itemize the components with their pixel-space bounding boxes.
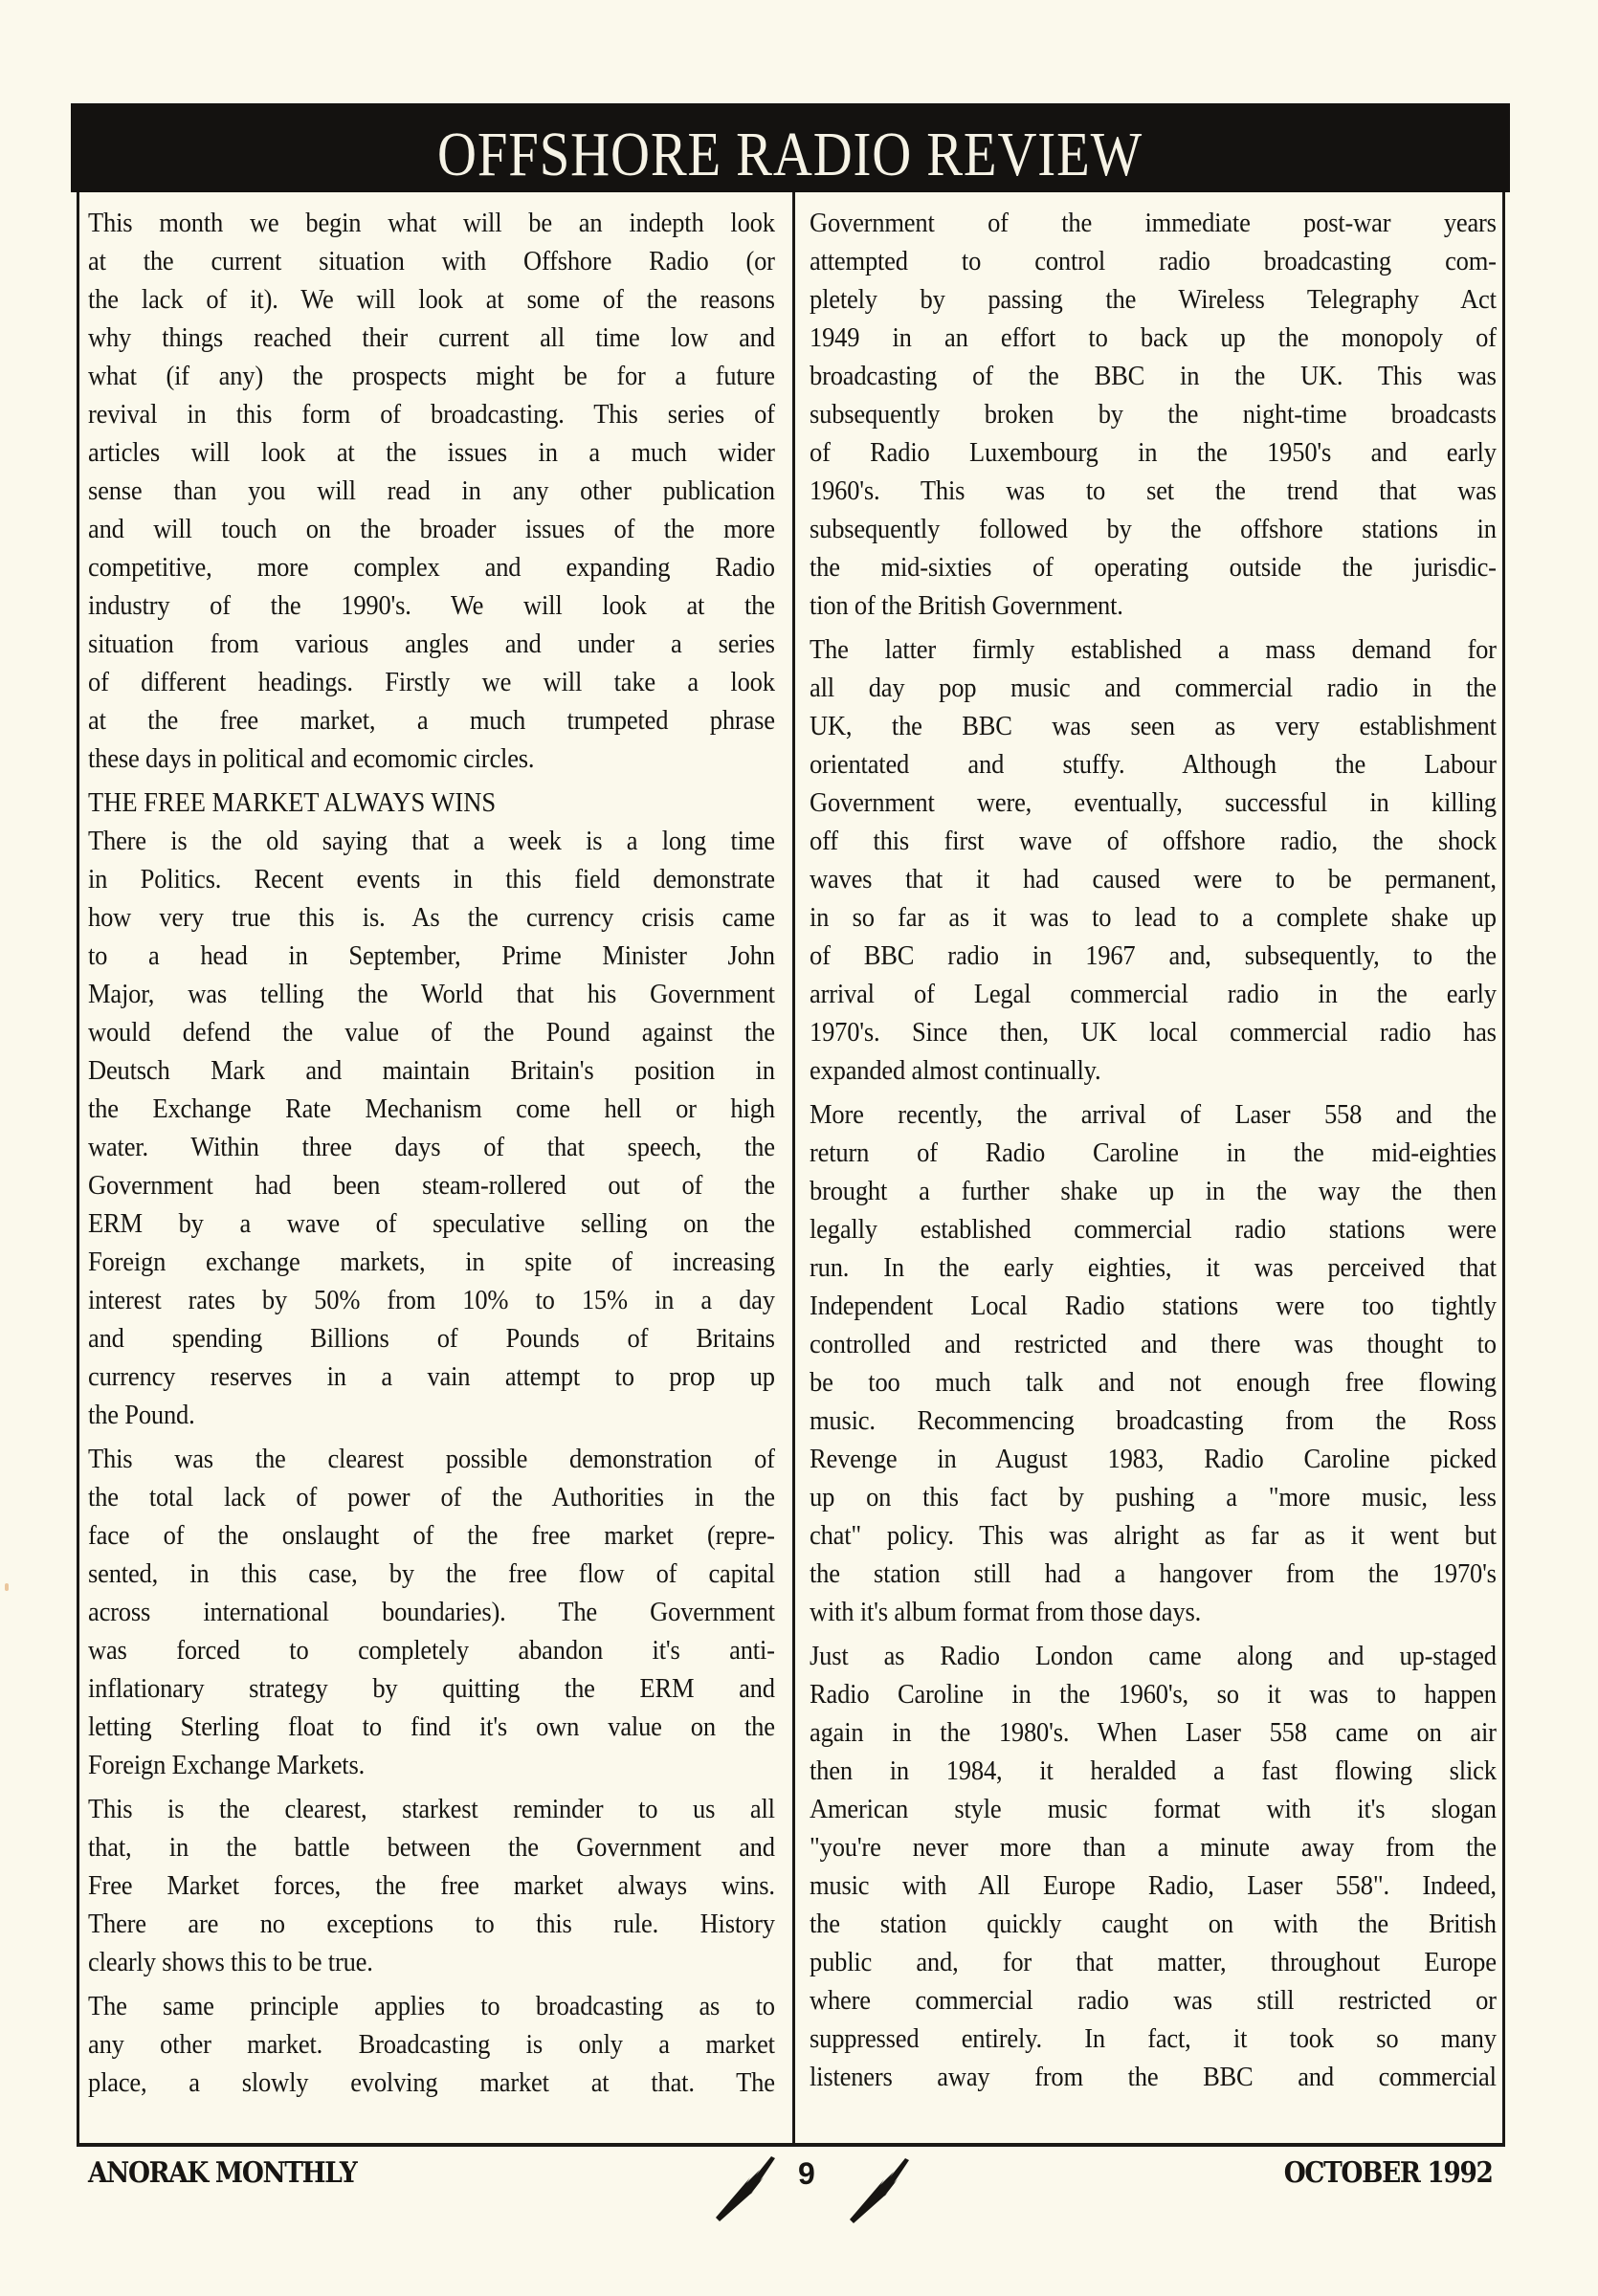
text-line: at the free market, a much trumpeted phrase	[88, 706, 775, 736]
text-line: currency reserves in a vain attempt to prop up	[88, 1362, 775, 1392]
section-title: OFFSHORE RADIO REVIEW	[437, 119, 1143, 189]
text-line: return of Radio Caroline in the mid-eighties	[810, 1138, 1497, 1168]
text-line: any other market. Broadcasting is only a market	[88, 2030, 775, 2060]
publication-name: ANORAK MONTHLY	[88, 2156, 357, 2190]
text-line: up on this fact by pushing a "more music, less	[810, 1483, 1497, 1512]
text-line: Government of the immediate post-war years	[810, 209, 1497, 238]
text-line: was forced to completely abandon it's anti-	[88, 1636, 775, 1666]
text-line: The latter firmly established a mass demand for	[810, 635, 1497, 665]
text-line: the Pound.	[88, 1401, 195, 1430]
text-line: American style music format with it's slogan	[810, 1795, 1497, 1824]
text-line: suppressed entirely. In fact, it took so many	[810, 2024, 1497, 2054]
text-line: across international boundaries). The Government	[88, 1598, 775, 1627]
column-divider	[792, 192, 795, 2147]
right-column	[810, 205, 1497, 2103]
text-line: subsequently followed by the offshore stations in	[810, 515, 1497, 544]
text-line: revival in this form of broadcasting. This series of	[88, 400, 775, 430]
text-line: where commercial radio was still restricted or	[810, 1986, 1497, 2016]
text-line: Radio Caroline in the 1960's, so it was to happen	[810, 1680, 1497, 1710]
text-line: broadcasting of the BBC in the UK. This was	[810, 362, 1497, 391]
text-line: how very true this is. As the currency crisis came	[88, 903, 775, 933]
text-line: situation from various angles and under a series	[88, 629, 775, 659]
text-line: Just as Radio London came along and up-staged	[810, 1642, 1497, 1671]
page-footer	[71, 2154, 1510, 2212]
page-number: 9	[798, 2156, 815, 2191]
text-line: of BBC radio in 1967 and, subsequently, to the	[810, 941, 1497, 971]
text-line: then in 1984, it heralded a fast flowing slick	[810, 1756, 1497, 1786]
paragraph	[88, 823, 775, 1435]
paragraph	[810, 631, 1497, 1091]
text-line: with it's album format from those days.	[810, 1598, 1202, 1627]
text-line: Revenge in August 1983, Radio Caroline picked	[810, 1445, 1497, 1474]
text-line: what (if any) the prospects might be for a future	[88, 362, 775, 391]
text-line: place, a slowly evolving market at that. The	[88, 2068, 775, 2098]
text-line: tion of the British Government.	[810, 591, 1123, 621]
paragraph	[88, 1441, 775, 1785]
text-line: controlled and restricted and there was thought to	[810, 1330, 1497, 1359]
text-line: music with All Europe Radio, Laser 558". Indeed,	[810, 1871, 1497, 1901]
text-line: orientated and stuffy. Although the Labour	[810, 750, 1497, 780]
text-line: Government had been steam-rollered out of the	[88, 1171, 775, 1201]
text-line: of Radio Luxembourg in the 1950's and early	[810, 438, 1497, 468]
text-line: be too much talk and not enough free flowing	[810, 1368, 1497, 1398]
masthead-banner	[71, 103, 1510, 192]
paragraph	[810, 1096, 1497, 1632]
text-line: legally established commercial radio stations were	[810, 1215, 1497, 1245]
text-line: Government were, eventually, successful in killing	[810, 788, 1497, 818]
left-column	[88, 205, 775, 2108]
text-line: This month we begin what will be an indepth look	[88, 209, 775, 238]
text-line: the Exchange Rate Mechanism come hell or high	[88, 1094, 775, 1124]
text-line: letting Sterling float to find it's own value on the	[88, 1712, 775, 1742]
text-line: This was the clearest possible demonstration of	[88, 1445, 775, 1474]
text-line: Foreign Exchange Markets.	[88, 1751, 366, 1780]
text-line: and will touch on the broader issues of the more	[88, 515, 775, 544]
text-line: industry of the 1990's. We will look at the	[88, 591, 775, 621]
text-line: the mid-sixties of operating outside the jurisdic-	[810, 553, 1497, 583]
issue-date: OCTOBER 1992	[1284, 2156, 1493, 2190]
text-line: arrival of Legal commercial radio in the early	[810, 980, 1497, 1009]
text-line: subsequently broken by the night-time broadcasts	[810, 400, 1497, 430]
paragraph	[88, 205, 775, 779]
text-line: Free Market forces, the free market always wins.	[88, 1871, 775, 1901]
text-line: inflationary strategy by quitting the ERM and	[88, 1674, 775, 1704]
text-line: that, in the battle between the Government and	[88, 1833, 775, 1863]
text-line: 1949 in an effort to back up the monopoly of	[810, 323, 1497, 353]
text-line: pletely by passing the Wireless Telegraphy Act	[810, 285, 1497, 315]
text-line: music. Recommencing broadcasting from the Ross	[810, 1406, 1497, 1436]
text-line: water. Within three days of that speech, the	[88, 1133, 775, 1162]
text-line: the lack of it). We will look at some of the reasons	[88, 285, 775, 315]
text-line: expanded almost continually.	[810, 1056, 1101, 1086]
text-line: in so far as it was to lead to a complete shake up	[810, 903, 1497, 933]
paragraph	[810, 205, 1497, 626]
text-line: articles will look at the issues in a much wider	[88, 438, 775, 468]
text-line: More recently, the arrival of Laser 558 and the	[810, 1100, 1497, 1130]
body-paragraphs	[88, 823, 775, 2103]
text-line: ERM by a wave of speculative selling on the	[88, 1209, 775, 1239]
lightning-bolt-icon	[846, 2151, 913, 2223]
text-line: the station still had a hangover from the 1970's	[810, 1559, 1497, 1589]
text-line: 1970's. Since then, UK local commercial radio has	[810, 1018, 1497, 1048]
text-line: UK, the BBC was seen as very establishment	[810, 712, 1497, 741]
text-line: and spending Billions of Pounds of Britains	[88, 1324, 775, 1354]
page-number-group	[693, 2154, 942, 2231]
text-line: to a head in September, Prime Minister John	[88, 941, 775, 971]
text-line: interest rates by 50% from 10% to 15% in a day	[88, 1286, 775, 1315]
text-line: all day pop music and commercial radio in the	[810, 673, 1497, 703]
text-line: would defend the value of the Pound against the	[88, 1018, 775, 1048]
body-paragraphs	[810, 205, 1497, 2097]
paragraph	[88, 1988, 775, 2103]
text-line: 1960's. This was to set the trend that was	[810, 476, 1497, 506]
text-line: "you're never more than a minute away from the	[810, 1833, 1497, 1863]
text-line: Independent Local Radio stations were too tightly	[810, 1292, 1497, 1321]
text-line: Foreign exchange markets, in spite of increasing	[88, 1247, 775, 1277]
lightning-bolt-icon	[712, 2151, 779, 2223]
text-line: the total lack of power of the Authorities in the	[88, 1483, 775, 1512]
text-line: competitive, more complex and expanding Radio	[88, 553, 775, 583]
text-line: sense than you will read in any other publication	[88, 476, 775, 506]
text-line: chat" policy. This was alright as far as it went but	[810, 1521, 1497, 1551]
text-line: in Politics. Recent events in this field demonstrate	[88, 865, 775, 894]
text-line: the station quickly caught on with the British	[810, 1910, 1497, 1939]
paper-blemish	[5, 1583, 9, 1591]
text-line: attempted to control radio broadcasting com-	[810, 247, 1497, 276]
text-line: There are no exceptions to this rule. History	[88, 1910, 775, 1939]
text-line: waves that it had caused were to be permanent,	[810, 865, 1497, 894]
intro-paragraphs	[88, 205, 775, 779]
text-line: Major, was telling the World that his Government	[88, 980, 775, 1009]
text-line: There is the old saying that a week is a long time	[88, 827, 775, 856]
text-line: public and, for that matter, throughout Europe	[810, 1948, 1497, 1977]
text-line: again in the 1980's. When Laser 558 came on air	[810, 1718, 1497, 1748]
text-line: face of the onslaught of the free market (repre-	[88, 1521, 775, 1551]
text-line: of different headings. Firstly we will take a look	[88, 668, 775, 697]
paragraph	[88, 1791, 775, 1982]
text-line: these days in political and ecomomic circles.	[88, 744, 535, 774]
text-line: run. In the early eighties, it was perceived that	[810, 1253, 1497, 1283]
text-line: clearly shows this to be true.	[88, 1948, 373, 1977]
subheading: THE FREE MARKET ALWAYS WINS	[88, 788, 497, 818]
text-line: Deutsch Mark and maintain Britain's position in	[88, 1056, 775, 1086]
text-line: The same principle applies to broadcasting as to	[88, 1992, 775, 2021]
text-line: brought a further shake up in the way the then	[810, 1177, 1497, 1206]
text-line: why things reached their current all time low and	[88, 323, 775, 353]
text-line: at the current situation with Offshore Radio (or	[88, 247, 775, 276]
text-line: This is the clearest, starkest reminder to us all	[88, 1795, 775, 1824]
text-line: sented, in this case, by the free flow of capital	[88, 1559, 775, 1589]
text-line: off this first wave of offshore radio, the shock	[810, 827, 1497, 856]
text-line: listeners away from the BBC and commercial	[810, 2063, 1497, 2092]
paragraph	[810, 1638, 1497, 2097]
